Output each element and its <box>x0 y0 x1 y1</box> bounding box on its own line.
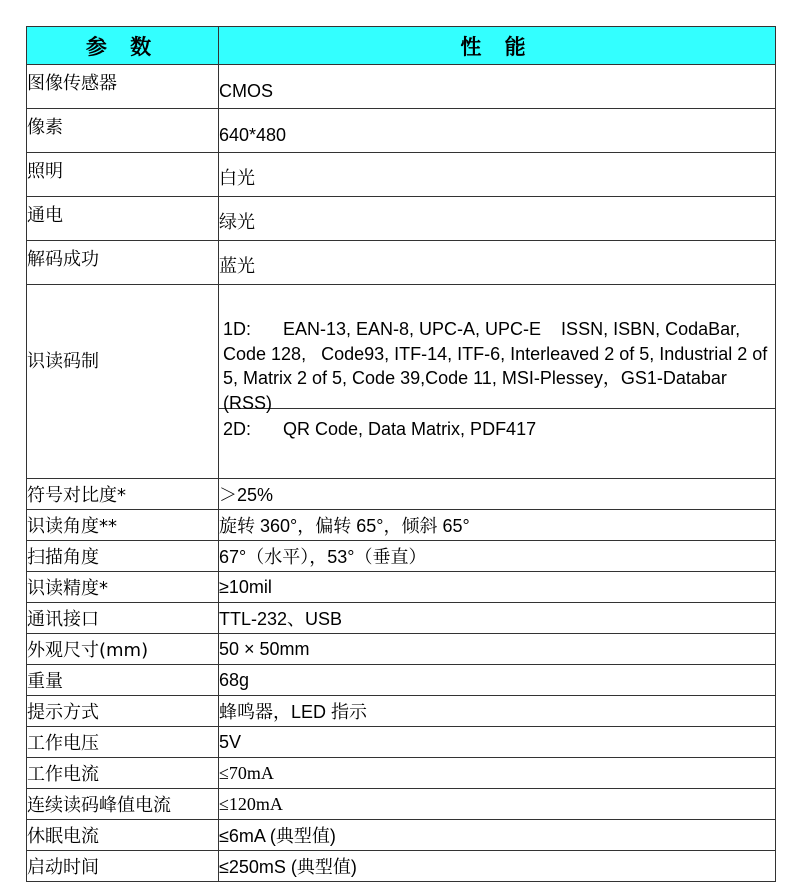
value-cell: 蜂鸣器，LED 指示 <box>219 696 776 727</box>
table-row <box>27 479 776 510</box>
param-cell: 解码成功 <box>27 241 219 285</box>
value-column-header: 性 能 <box>219 27 776 65</box>
param-cell: 识读码制 <box>27 285 219 479</box>
param-cell: 外观尺寸(mm) <box>27 634 219 665</box>
param-cell: 识读精度* <box>27 572 219 603</box>
param-cell: 图像传感器 <box>27 65 219 109</box>
param-cell: 识读角度** <box>27 510 219 541</box>
table-row <box>27 696 776 727</box>
param-cell: 工作电压 <box>27 727 219 758</box>
value-cell: ＞25% <box>219 479 776 510</box>
table-row-symbology <box>27 285 776 479</box>
table-row <box>27 727 776 758</box>
table-row <box>27 541 776 572</box>
table-row <box>27 758 776 789</box>
param-cell: 照明 <box>27 153 219 197</box>
value-cell: 67°（水平），53°（垂直） <box>219 541 776 572</box>
table-row <box>27 634 776 665</box>
value-cell: 50 × 50mm <box>219 634 776 665</box>
value-cell: ≤250mS (典型值) <box>219 851 776 882</box>
value-cell: TTL-232、USB <box>219 603 776 634</box>
param-cell: 连续读码峰值电流 <box>27 789 219 820</box>
header-row <box>27 27 776 65</box>
value-cell: 68g <box>219 665 776 696</box>
param-cell: 符号对比度* <box>27 479 219 510</box>
value-cell: ≤6mA (典型值) <box>219 820 776 851</box>
value-cell: ≥10mil <box>219 572 776 603</box>
table-row <box>27 241 776 285</box>
param-cell: 启动时间 <box>27 851 219 882</box>
symbology-1d-list: EAN-13, EAN-8, UPC-A, UPC-E ISSN, ISBN, CodaBar, Code 128, Code93, ITF-14, ITF-6, Interleaved 2 of 5, Industrial 2 of 5, Matrix 2 of 5, Code 39,Code 11, MSI-Plessey，GS1-Databar (RSS) <box>223 319 773 413</box>
spec-table <box>26 26 776 882</box>
symbology-2d-list: QR Code, Data Matrix, PDF417 <box>283 419 537 439</box>
param-cell: 重量 <box>27 665 219 696</box>
symbology-2d <box>219 409 775 450</box>
value-cell: 5V <box>219 727 776 758</box>
table-header <box>27 27 776 65</box>
table-row <box>27 789 776 820</box>
table-row <box>27 65 776 109</box>
table-row <box>27 665 776 696</box>
value-cell: 640*480 <box>219 109 776 153</box>
value-cell: 白光 <box>219 153 776 197</box>
value-cell: CMOS <box>219 65 776 109</box>
symbology-1d <box>219 313 775 413</box>
table-row <box>27 572 776 603</box>
table-row <box>27 510 776 541</box>
param-cell: 通讯接口 <box>27 603 219 634</box>
symbology-1d-label: 1D: <box>223 319 252 339</box>
table-row <box>27 603 776 634</box>
table-row <box>27 109 776 153</box>
param-cell: 工作电流 <box>27 758 219 789</box>
value-cell: ≤70mA <box>219 758 776 789</box>
table-row <box>27 851 776 882</box>
param-cell: 扫描角度 <box>27 541 219 572</box>
param-cell: 提示方式 <box>27 696 219 727</box>
symbology-cell <box>219 285 776 479</box>
value-cell: 蓝光 <box>219 241 776 285</box>
param-column-header: 参 数 <box>27 27 219 65</box>
param-cell: 休眠电流 <box>27 820 219 851</box>
param-cell: 像素 <box>27 109 219 153</box>
value-cell: 绿光 <box>219 197 776 241</box>
table-row <box>27 197 776 241</box>
param-cell: 通电 <box>27 197 219 241</box>
value-cell: ≤120mA <box>219 789 776 820</box>
table-row <box>27 820 776 851</box>
table-row <box>27 153 776 197</box>
value-cell: 旋转 360°，偏转 65°，倾斜 65° <box>219 510 776 541</box>
symbology-2d-label: 2D: <box>223 419 252 439</box>
